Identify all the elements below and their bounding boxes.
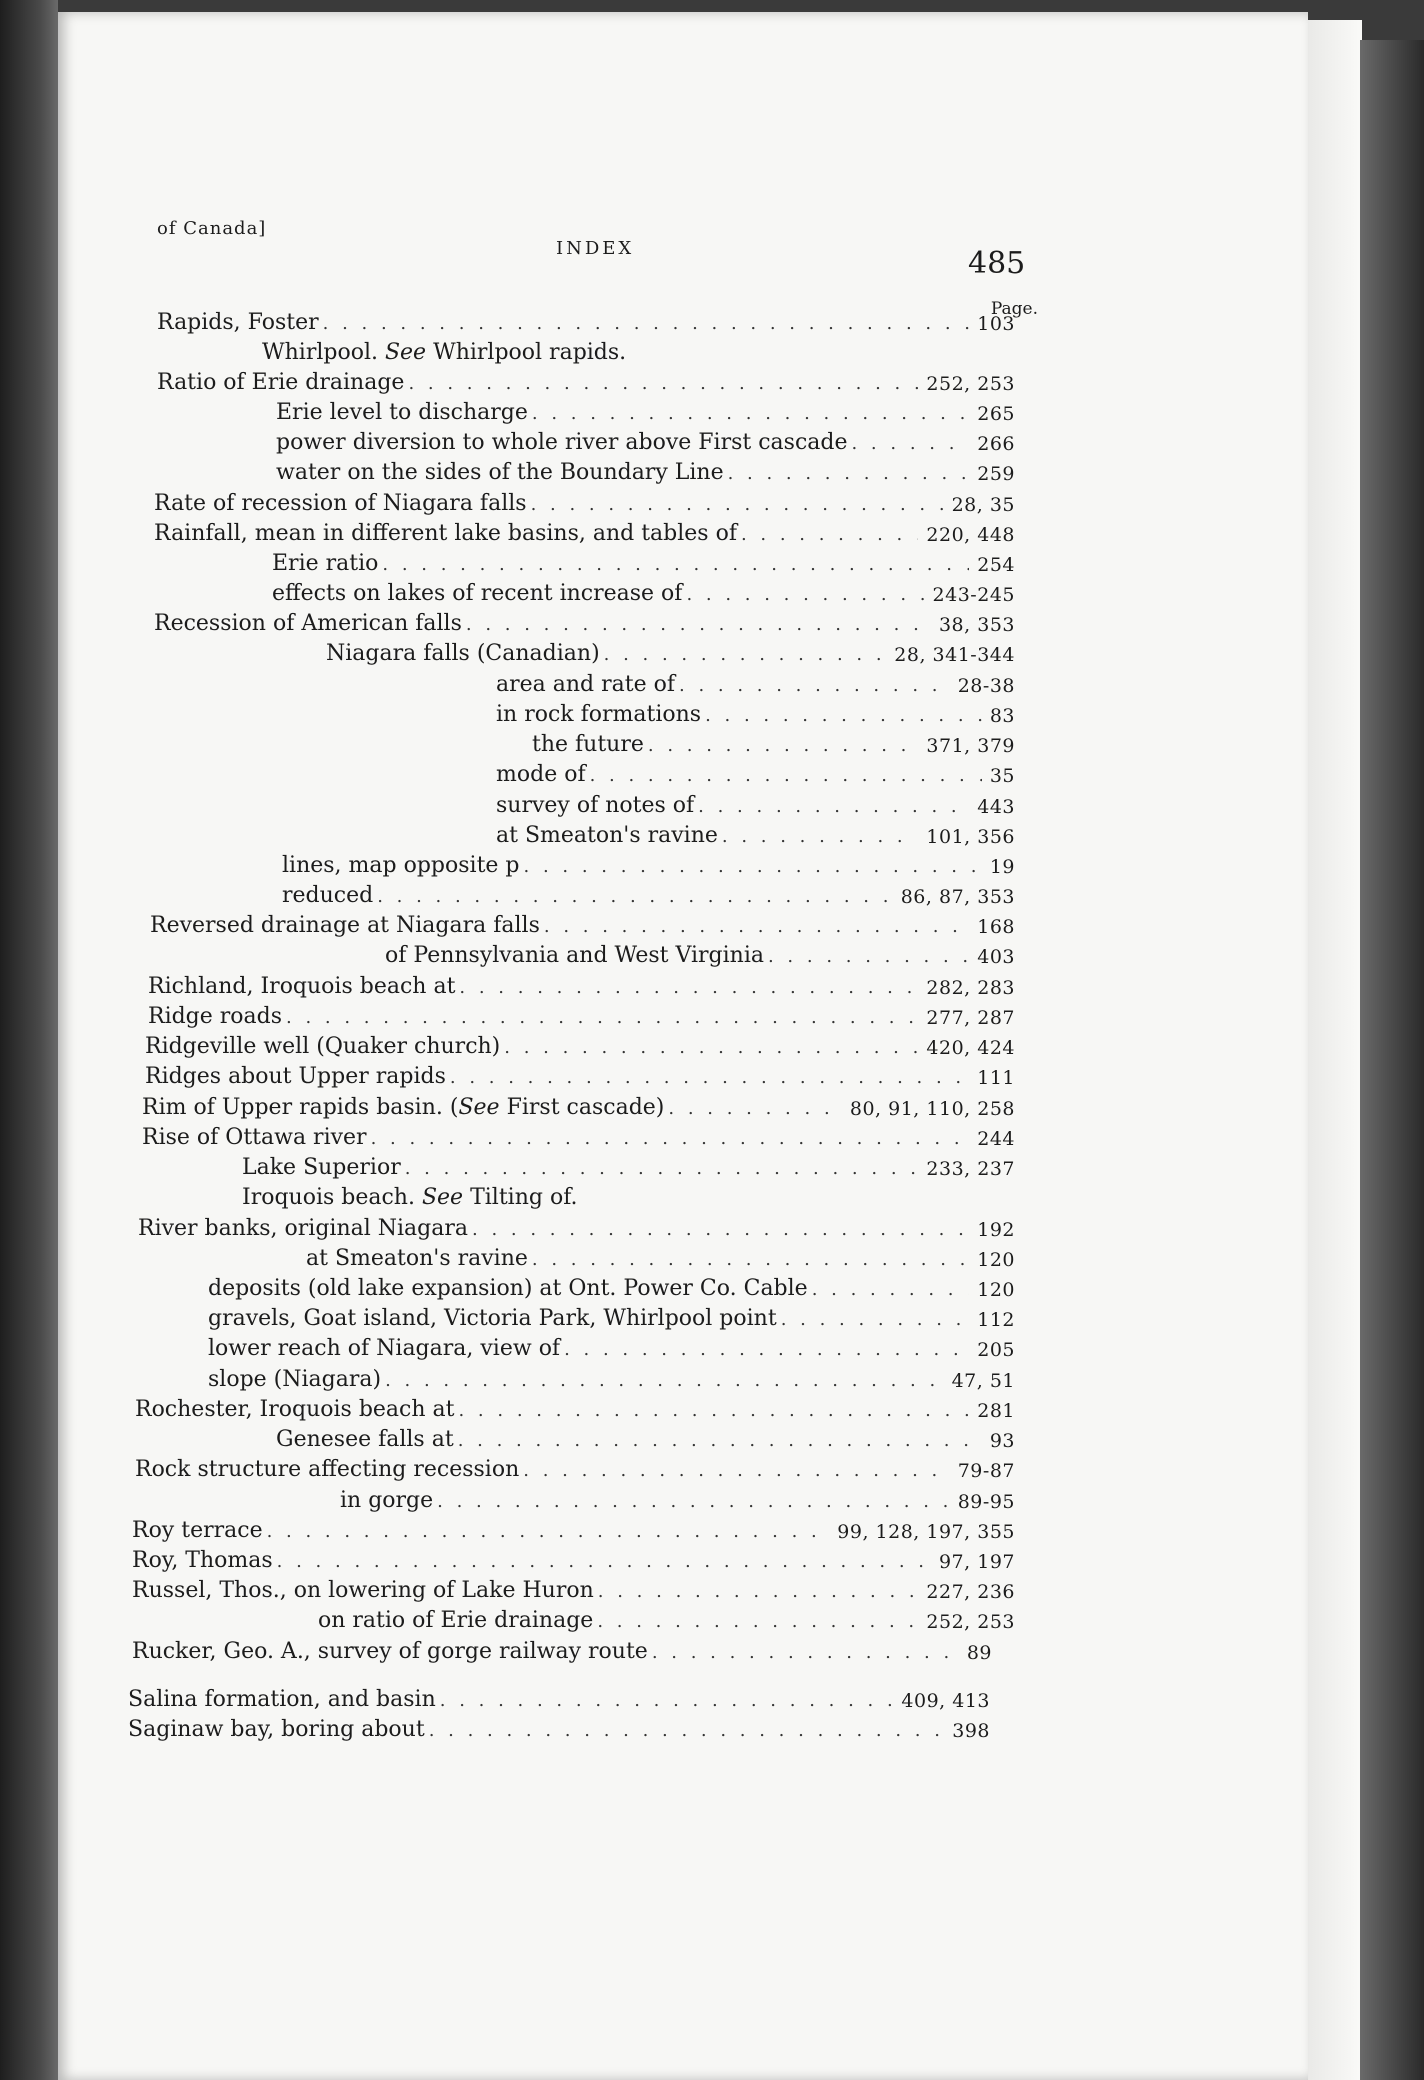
entry-pages: 112 (977, 1309, 1015, 1331)
book-spine-shadow (0, 0, 58, 2080)
entry-term: Whirlpool. See Whirlpool rapids. (262, 340, 627, 365)
entry-pages: 420, 424 (926, 1037, 1015, 1059)
entry-pages: 97, 197 (938, 1551, 1015, 1573)
index-entry (142, 1090, 1015, 1120)
entry-pages: 254 (977, 554, 1015, 576)
entry-pages: 252, 253 (926, 1611, 1015, 1633)
entry-pages: 99, 128, 197, 355 (837, 1521, 1015, 1543)
entry-pages: 101, 356 (926, 826, 1015, 848)
page-number: 485 (968, 246, 1026, 281)
index-entry (276, 395, 1015, 425)
entry-term: Rapids, Foster (157, 310, 319, 335)
index-entry (496, 667, 1015, 697)
index-entry (282, 848, 1015, 878)
entry-pages: 83 (989, 705, 1015, 727)
entry-pages: 282, 283 (926, 977, 1015, 999)
index-entry (208, 1271, 1015, 1301)
index-entry (532, 727, 1015, 757)
index-entry (496, 818, 1015, 848)
entry-term: Roy terrace (132, 1518, 263, 1543)
entry-term: Richland, Iroquois beach at (148, 974, 456, 999)
index-entry (282, 878, 1015, 908)
entry-pages: 86, 87, 353 (900, 886, 1015, 908)
index-entry (145, 1059, 1015, 1089)
index-entry (150, 908, 1015, 938)
index-entry (135, 1392, 1015, 1422)
entry-term: Ridges about Upper rapids (145, 1064, 446, 1089)
entry-pages: 252, 253 (926, 373, 1015, 395)
index-entry (272, 576, 1015, 606)
entry-term: Erie level to discharge (276, 400, 528, 425)
entry-pages: 35 (989, 765, 1015, 787)
index-entry (145, 1029, 1015, 1059)
index-entry (496, 697, 1015, 727)
index-entry (262, 335, 1014, 365)
index-entry (326, 636, 1015, 666)
index-entry (242, 1150, 1015, 1180)
entry-term: power diversion to whole river above First cascade (276, 430, 848, 455)
index-entry (128, 1712, 990, 1742)
entry-pages: 265 (977, 403, 1015, 425)
entry-pages: 243-245 (932, 584, 1015, 606)
entry-term: Genesee falls at (276, 1427, 454, 1452)
entry-pages: 19 (989, 856, 1015, 878)
index-entry (276, 425, 1015, 455)
entry-term: Rim of Upper rapids basin. (See First cascade) (142, 1095, 665, 1120)
index-entry (154, 486, 1015, 516)
entry-term: Lake Superior (242, 1155, 401, 1180)
entry-pages: 266 (977, 433, 1015, 455)
entry-term: effects on lakes of recent increase of (272, 581, 683, 606)
entry-term: area and rate of (496, 672, 675, 697)
entry-term: Erie ratio (272, 551, 379, 576)
entry-pages: 38, 353 (938, 614, 1015, 636)
entry-pages: 443 (977, 796, 1015, 818)
entry-pages: 244 (977, 1128, 1015, 1150)
entry-term: reduced (282, 883, 374, 908)
index-entry (242, 1180, 1015, 1210)
entry-pages: 28-38 (957, 675, 1015, 697)
index-entry (385, 938, 1015, 968)
index-entry (132, 1513, 1015, 1543)
entry-term: Roy, Thomas (132, 1548, 273, 1573)
entry-term: slope (Niagara) (208, 1367, 382, 1392)
entry-term: Ratio of Erie drainage (157, 370, 405, 395)
entry-pages: 80, 91, 110, 258 (849, 1098, 1015, 1120)
entry-pages: 281 (977, 1400, 1015, 1422)
index-entry (135, 1452, 1015, 1482)
entry-term: Ridgeville well (Quaker church) (145, 1034, 501, 1059)
entry-pages: 103 (977, 313, 1015, 335)
index-entry (154, 606, 1015, 636)
index-entry (306, 1241, 1015, 1271)
entry-pages: 220, 448 (926, 524, 1015, 546)
entry-term: Saginaw bay, boring about (128, 1717, 425, 1742)
entry-term: Niagara falls (Canadian) (326, 641, 600, 666)
entry-term: Recession of American falls (154, 611, 462, 636)
entry-pages: 227, 236 (926, 1581, 1015, 1603)
index-entry (340, 1483, 1015, 1513)
entry-term: Rochester, Iroquois beach at (135, 1397, 455, 1422)
running-head-title: INDEX (556, 238, 635, 259)
index-entry (148, 969, 1015, 999)
index-entry (138, 1211, 1015, 1241)
entry-term: River banks, original Niagara (138, 1216, 468, 1241)
entry-pages: 205 (977, 1339, 1015, 1361)
entry-pages: 89-95 (957, 1491, 1015, 1513)
entry-pages: 259 (977, 463, 1015, 485)
entry-term: Rainfall, mean in different lake basins, and tables of (154, 521, 737, 546)
index-entry (154, 516, 1015, 546)
entry-pages: 409, 413 (901, 1690, 990, 1712)
entry-term: lower reach of Niagara, view of (208, 1336, 561, 1361)
entry-pages: 111 (977, 1067, 1015, 1089)
entry-pages: 93 (989, 1430, 1015, 1452)
entry-pages: 79-87 (957, 1460, 1015, 1482)
page-column-heading: Page. (990, 299, 1038, 319)
running-head-left: of Canada] (157, 218, 267, 239)
index-entry (276, 455, 1015, 485)
entry-term: Rucker, Geo. A., survey of gorge railway route (132, 1639, 648, 1664)
entry-term: mode of (496, 762, 586, 787)
index-entry (148, 999, 1015, 1029)
entry-pages: 89 (966, 1642, 992, 1664)
entry-term: in rock formations (496, 702, 702, 727)
index-entry (132, 1573, 1015, 1603)
index-entry (208, 1362, 1015, 1392)
entry-term: Rock structure affecting recession (135, 1457, 520, 1482)
entry-term: lines, map opposite p (282, 853, 520, 878)
entry-term: gravels, Goat island, Victoria Park, Whirlpool point (208, 1306, 777, 1331)
entry-term: at Smeaton's ravine (306, 1246, 528, 1271)
index-entry (157, 305, 1015, 335)
entry-pages: 120 (977, 1279, 1015, 1301)
entry-term: Russel, Thos., on lowering of Lake Huron (132, 1578, 594, 1603)
entry-term: survey of notes of (496, 793, 695, 818)
entry-term: on ratio of Erie drainage (318, 1608, 594, 1633)
entry-pages: 277, 287 (926, 1007, 1015, 1029)
index-entry (157, 365, 1015, 395)
entry-pages: 168 (977, 916, 1015, 938)
index-entry (132, 1634, 992, 1664)
entry-term: Ridge roads (148, 1004, 283, 1029)
index-entry (128, 1682, 990, 1712)
index-entry (318, 1603, 1015, 1633)
index-entry (142, 1120, 1015, 1150)
entry-pages: 28, 341-344 (894, 644, 1015, 666)
entry-term: in gorge (340, 1488, 434, 1513)
index-entry (272, 546, 1015, 576)
entry-term: Rate of recession of Niagara falls (154, 491, 527, 516)
index-entry (496, 757, 1015, 787)
entry-term: at Smeaton's ravine (496, 823, 718, 848)
index-entry (276, 1422, 1015, 1452)
book-cover-edge (1360, 40, 1424, 2080)
index-entry (132, 1543, 1015, 1573)
entry-pages: 233, 237 (926, 1158, 1015, 1180)
entry-term: Reversed drainage at Niagara falls (150, 913, 540, 938)
entry-pages: 398 (952, 1720, 990, 1742)
entry-pages: 192 (977, 1219, 1015, 1241)
entry-term: Salina formation, and basin (128, 1687, 436, 1712)
entry-term: of Pennsylvania and West Virginia (385, 943, 764, 968)
entry-term: Rise of Ottawa river (142, 1125, 367, 1150)
entry-pages: 371, 379 (926, 735, 1015, 757)
entry-pages: 403 (977, 946, 1015, 968)
entry-term: Iroquois beach. See Tilting of. (242, 1185, 578, 1210)
entry-pages: 28, 35 (951, 494, 1015, 516)
entry-pages: 47, 51 (951, 1370, 1015, 1392)
index-entry (208, 1301, 1015, 1331)
entry-term: deposits (old lake expansion) at Ont. Power Co. Cable (208, 1276, 808, 1301)
entry-term: water on the sides of the Boundary Line (276, 460, 724, 485)
entry-term: the future (532, 732, 644, 757)
index-entry (496, 788, 1015, 818)
index-entry (208, 1331, 1015, 1361)
entry-pages: 120 (977, 1249, 1015, 1271)
